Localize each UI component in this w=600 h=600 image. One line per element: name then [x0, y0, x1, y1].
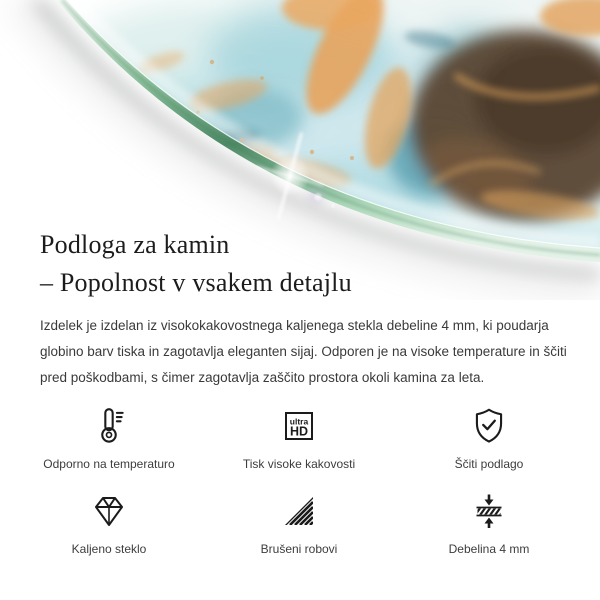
feature-thickness [409, 488, 569, 557]
feature-print-quality [219, 403, 379, 472]
diamond-icon [88, 488, 130, 534]
feature-label: Brušeni robovi [260, 542, 338, 556]
feature-grid [29, 403, 569, 557]
feature-label: Debelina 4 mm [448, 542, 530, 556]
product-copy [40, 226, 570, 391]
feature-temperature [29, 403, 189, 472]
svg-text:ultra: ultra [289, 416, 309, 427]
page-title-line1: Podloga za kamin [40, 230, 230, 259]
page-title-line2: – Popolnost v vsakem detajlu [40, 268, 352, 297]
product-description: Izdelek je izdelan iz visokokakovostnega kaljenega stekla debeline 4 mm, ki poudarja globino barv tiska in zagotavlja eleganten sijaj. Odporen je na visoke temperature in ščiti pred poškodbami, s čimer zagotavlja zaščito prostora okoli kamina za leta. [40, 318, 567, 385]
feature-tempered-glass [29, 488, 189, 557]
ultra-hd-icon [279, 403, 319, 449]
shield-check-icon [468, 403, 510, 449]
feature-protection [409, 403, 569, 472]
feature-label: Kaljeno steklo [71, 542, 147, 556]
brushed-edges-icon [279, 488, 319, 534]
feature-brushed-edges [219, 488, 379, 557]
feature-label: Ščiti podlago [454, 457, 524, 471]
feature-label: Tisk visoke kakovosti [242, 457, 356, 471]
feature-label: Odporno na temperaturo [43, 457, 175, 471]
svg-text:HD: HD [289, 424, 309, 439]
thermometer-icon [88, 403, 130, 449]
thickness-4mm-icon [469, 488, 509, 534]
page-title [40, 226, 570, 302]
